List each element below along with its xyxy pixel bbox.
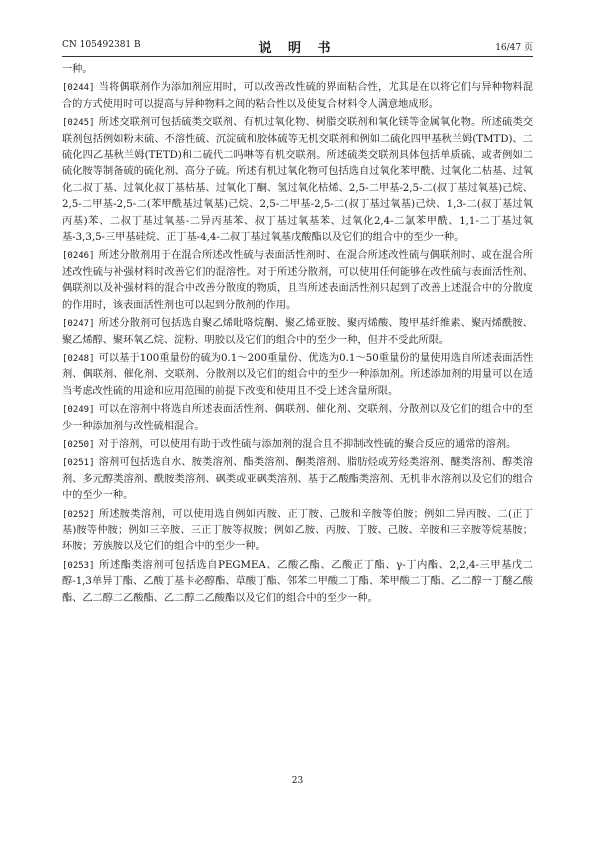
paragraph-number: [0252] <box>62 509 95 520</box>
page-number: 23 <box>291 776 304 786</box>
paragraph-text: 所述胺类溶剂，可以使用选自例如丙胺、正丁胺、己胺和辛胺等伯胺；例如二异丙胺、二(正丁基)胺等仲胺；例如三辛胺、三正丁胺等叔胺；例如乙胺、丙胺、丁胺、己胺、辛胺和三辛胺等烷基胺；环胺；芳族胺以及它们的组合中的至少一种。 <box>62 508 533 553</box>
paragraph-text: 所述交联剂可包括硫类交联剂、有机过氧化物、树脂交联剂和氧化镁等金属氧化物。所述硫类交联剂包括例如粉末硫、不溶性硫、沉淀硫和胶体硫等无机交联剂和例如二硫化四甲基秋兰姆(TMTD)、二硫化四乙基秋兰姆(TETD)和二硫代二吗啉等有机交联剂。所述硫类交联剂具体包括单质硫、或者例如二硫化胺等制备硫的硫化剂、高分子硫。所述有机过氧化物可包括选自过氧化苯甲酰、过氧化二枯基、过氧化二叔丁基、过氧化叔丁基枯基、过氧化丁酮、氢过氧化枯烯、2,5-二甲基-2,5-二(叔丁基过氧基)己烷、2,5-二甲基-2,5-二(苯甲酰基过氧基)己烷、2,5-二甲基-2,5-二(叔丁基过氧基)己炔、1,3-二(叔丁基过氧丙基)苯、二叔丁基过氧基-二异丙基苯、叔丁基过氧基苯、过氧化2,4-二氯苯甲酰、1,1-二丁基过氧基-3,3,5-三甲基硅烷、正丁基-4,4-二叔丁基过氧基戊酸酯以及它们的组合中的至少一种。 <box>62 117 533 244</box>
page-header <box>62 36 533 57</box>
paragraph-text: 可以在溶剂中将选自所述表面活性剂、偶联剂、催化剂、交联剂、分散剂以及它们的组合中的至少一种添加剂与改性硫相混合。 <box>62 404 533 432</box>
document-title: 说 明 书 <box>258 41 337 56</box>
paragraph-0252 <box>62 507 533 556</box>
paragraph-text: 当将偶联剂作为添加剂应用时，可以改善改性硫的界面粘合性，尤其是在以将它们与异种物料混合的方式使用时可以提高与异种物料之间的粘合性以及使复合材料令人满意地成形。 <box>62 82 533 110</box>
paragraph-0247 <box>62 316 533 349</box>
page-footer <box>0 776 595 786</box>
patent-number: CN 105492381 B <box>62 40 141 50</box>
paragraph-0245 <box>62 115 533 246</box>
paragraph-0250 <box>62 437 533 453</box>
paragraph-text: 可以基于100重量份的硫为0.1～200重量份、优选为0.1～50重量份的量使用选自所述表面活性剂、偶联剂、催化剂、交联剂、分散剂以及它们的组合中的至少一种添加剂。所述添加剂的用量可以在适当考虑改性硫的用途和应用范围的前提下改变和使用且不受上述含量所限。 <box>62 352 533 397</box>
paragraph-text: 所述酯类溶剂可包括选自PEGMEA、乙酸乙酯、乙酸正丁酯、γ-丁内酯、2,2,4-三甲基戊二醇-1,3单异丁酯、乙酸丁基卡必醇酯、草酸丁酯、邻苯二甲酸二丁酯、苯甲酸二丁酯、乙二醇一丁醚乙酸酯、乙二醇二乙酸酯、乙二醇二乙酸酯以及它们的组合中的至少一种。 <box>62 559 533 604</box>
paragraph-number: [0244] <box>62 83 95 94</box>
lead-text: 一种。 <box>62 64 93 75</box>
paragraph-number: [0247] <box>62 319 95 330</box>
paragraph-0253 <box>62 558 533 607</box>
paragraph-number: [0251] <box>62 458 95 469</box>
document-body <box>62 62 533 607</box>
paragraph-0249 <box>62 402 533 435</box>
paragraph-text: 所述分散剂用于在混合所述改性硫与表面活性剂时、在混合所述改性硫与偶联剂时、或在混合所述改性硫与补强材料时改善它们的混溶性。对于所述分散剂，可以使用任何能够在改性硫与表面活性剂、偶联剂以及补强材料的混合中改善分散度的物质，且当所述表面活性剂只起到了改善上述混合中的分散度的作用时，该表面活性剂也可以起到分散剂的作用。 <box>62 250 533 311</box>
paragraph-number: [0250] <box>62 439 95 450</box>
paragraph-number: [0249] <box>62 405 95 416</box>
paragraph-0248 <box>62 351 533 400</box>
paragraph-number: [0248] <box>62 353 95 364</box>
paragraph-0251 <box>62 455 533 504</box>
paragraph-0246 <box>62 248 533 314</box>
paragraph-text: 溶剂可包括选自水、胺类溶剂、酯类溶剂、酮类溶剂、脂肪烃或芳烃类溶剂、醚类溶剂、醇类溶剂、多元醇类溶剂、酰胺类溶剂、砜类或亚砜类溶剂、基于乙酸酯类溶剂、无机非水溶剂以及它们的组合中的至少一种。 <box>62 457 533 502</box>
paragraph-number: [0246] <box>62 251 95 262</box>
paragraph-text: 所述分散剂可包括选自聚乙烯吡咯烷酮、聚乙烯亚胺、聚丙烯酸、羧甲基纤维素、聚丙烯酰胺、聚乙烯醇、聚环氧乙烷、淀粉、明胶以及它们的组合中的至少一种，但并不受此所限。 <box>62 318 533 346</box>
paragraph-number: [0245] <box>62 118 95 129</box>
paragraph-text: 对于溶剂，可以使用有助于改性硫与添加剂的混合且不抑制改性硫的聚合反应的通常的溶剂。 <box>98 438 517 450</box>
paragraph-0244 <box>62 80 533 113</box>
paragraph-number: [0253] <box>62 560 95 571</box>
page-info: 16/47 页 <box>495 43 533 53</box>
